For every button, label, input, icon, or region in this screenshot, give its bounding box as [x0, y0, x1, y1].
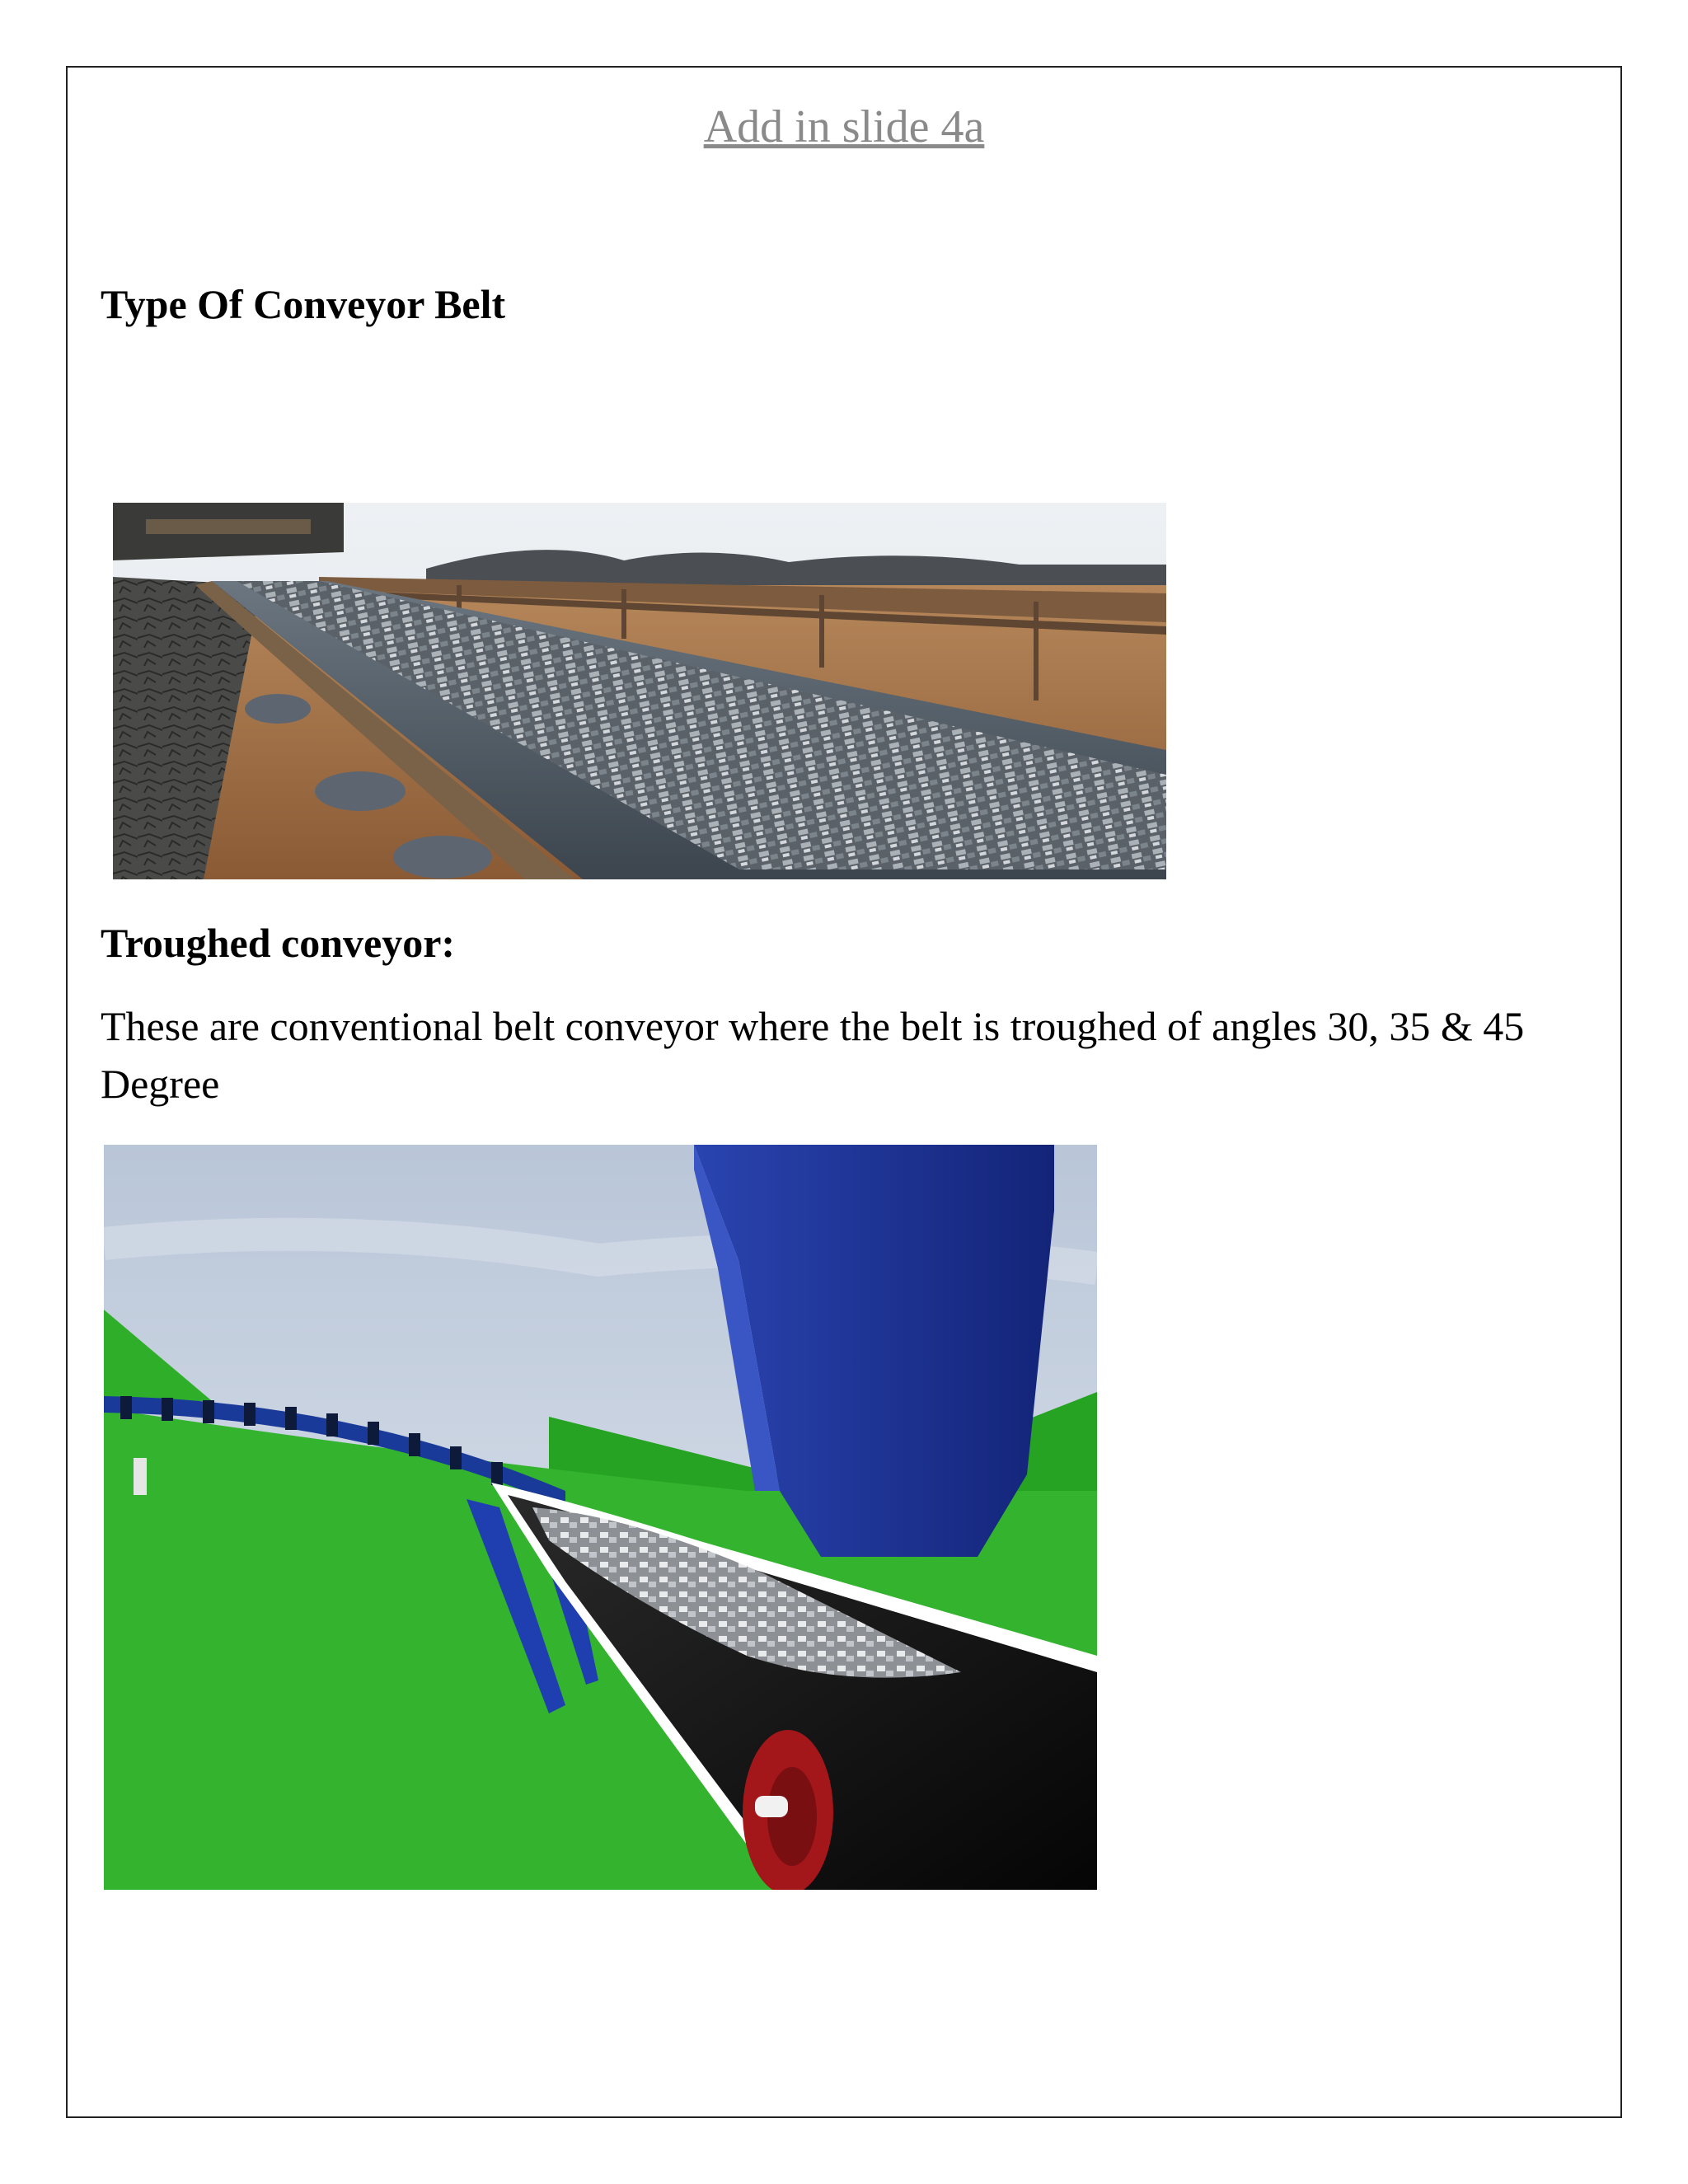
- troughed-conveyor-description: These are conventional belt conveyor where the belt is troughed of angles 30, 35 & 45 Degree: [101, 1003, 1525, 1107]
- troughed-conveyor-heading: Troughed conveyor:: [101, 920, 456, 966]
- section-title: Type Of Conveyor Belt: [101, 281, 506, 327]
- slide-note-link[interactable]: Add in slide 4a: [703, 101, 985, 152]
- conveyor-belt-photo: [113, 503, 1166, 879]
- troughed-conveyor-illustration: [104, 1145, 1097, 1890]
